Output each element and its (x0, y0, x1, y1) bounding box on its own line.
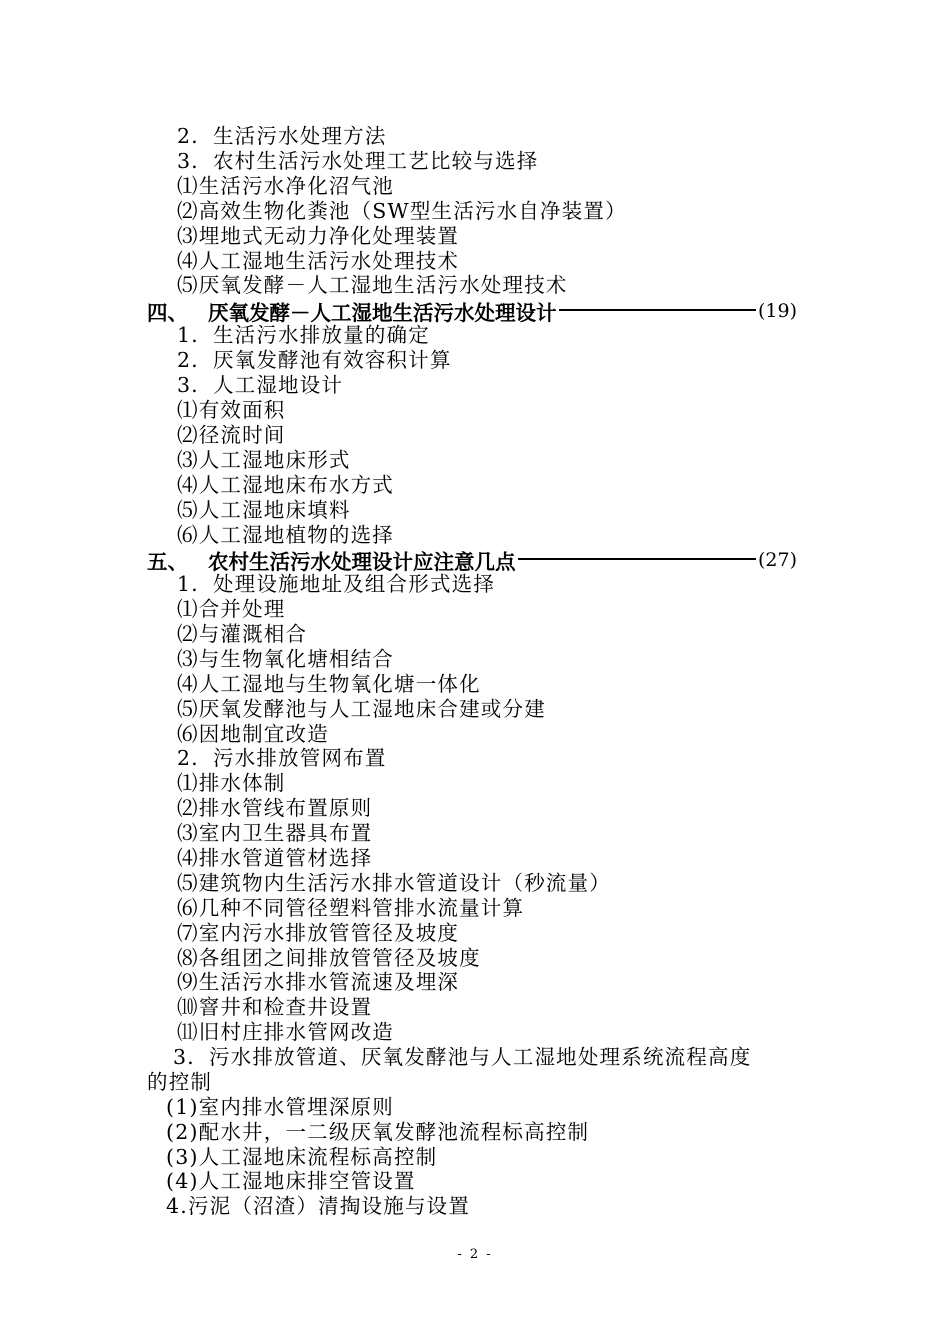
toc-item: ⑵排水管线布置原则 (177, 796, 373, 820)
toc-item: ⑷排水管道管材选择 (177, 846, 373, 870)
toc-item: 3．人工湿地设计 (177, 373, 344, 397)
toc-item: 1．处理设施地址及组合形式选择 (177, 572, 496, 596)
toc-item: ⑵与灌溉相合 (177, 622, 308, 646)
toc-item: ⑷人工湿地与生物氧化塘一体化 (177, 672, 481, 696)
toc-item: 3．农村生活污水处理工艺比较与选择 (177, 149, 539, 173)
toc-item: (1)室内排水管埋深原则 (166, 1095, 394, 1119)
page-number: - 2 - (457, 1247, 493, 1262)
toc-item: ⑹人工湿地植物的选择 (177, 523, 394, 547)
toc-item: ⑵径流时间 (177, 423, 286, 447)
section-number: 五、 (147, 549, 188, 574)
toc-item: (4)人工湿地床排空管设置 (166, 1169, 416, 1193)
toc-item: 2．生活污水处理方法 (177, 124, 387, 148)
toc-item: 2．厌氧发酵池有效容积计算 (177, 348, 452, 372)
toc-item: ⑵高效生物化粪池（SW型生活污水自净装置） (177, 199, 627, 223)
section-heading-4 (147, 298, 797, 323)
toc-item: ⑻各组团之间排放管管径及坡度 (177, 946, 481, 970)
toc-item: ⑴有效面积 (177, 398, 286, 422)
toc-item: ⑼生活污水排水管流速及埋深 (177, 970, 460, 994)
toc-item: ⑴排水体制 (177, 771, 286, 795)
page-reference: (19) (757, 299, 797, 322)
toc-item: ⑸厌氧发酵池与人工湿地床合建或分建 (177, 697, 546, 721)
toc-item: ⑸建筑物内生活污水排水管道设计（秒流量） (177, 871, 611, 895)
toc-item: ⑽窨井和检查井设置 (177, 995, 373, 1019)
toc-item: ⑸厌氧发酵－人工湿地生活污水处理技术 (177, 273, 568, 297)
section-title: 农村生活污水处理设计应注意几点 (208, 549, 516, 574)
toc-item: 1．生活污水排放量的确定 (177, 323, 430, 347)
toc-item: ⑹因地制宜改造 (177, 722, 329, 746)
toc-item-continuation: 的控制 (147, 1070, 213, 1094)
toc-item: ⑶埋地式无动力净化处理装置 (177, 224, 460, 248)
toc-item: ⑺室内污水排放管管径及坡度 (177, 921, 460, 945)
toc-item: ⑸人工湿地床填料 (177, 498, 351, 522)
toc-item: ⑴合并处理 (177, 597, 286, 621)
toc-item: ⑶与生物氧化塘相结合 (177, 647, 394, 671)
toc-item: ⑴生活污水净化沼气池 (177, 174, 394, 198)
toc-item: ⑷人工湿地床布水方式 (177, 473, 394, 497)
toc-item: (2)配水井，一二级厌氧发酵池流程标高控制 (166, 1120, 590, 1144)
toc-item: ⑷人工湿地生活污水处理技术 (177, 249, 460, 273)
page-reference: (27) (757, 548, 797, 571)
leader-line (518, 558, 756, 560)
toc-item: ⑶人工湿地床形式 (177, 448, 351, 472)
toc-item: (3)人工湿地床流程标高控制 (166, 1145, 438, 1169)
section-number: 四、 (147, 300, 188, 325)
toc-item: ⑾旧村庄排水管网改造 (177, 1020, 394, 1044)
section-heading-5 (147, 547, 797, 572)
leader-line (559, 309, 756, 311)
toc-item: 2．污水排放管网布置 (177, 746, 387, 770)
toc-item: 4.污泥（沼渣）清掏设施与设置 (166, 1194, 471, 1218)
toc-item: 3．污水排放管道、厌氧发酵池与人工湿地处理系统流程高度 (173, 1045, 752, 1069)
toc-item: ⑶室内卫生器具布置 (177, 821, 373, 845)
section-title: 厌氧发酵－人工湿地生活污水处理设计 (208, 300, 557, 325)
toc-item: ⑹几种不同管径塑料管排水流量计算 (177, 896, 525, 920)
